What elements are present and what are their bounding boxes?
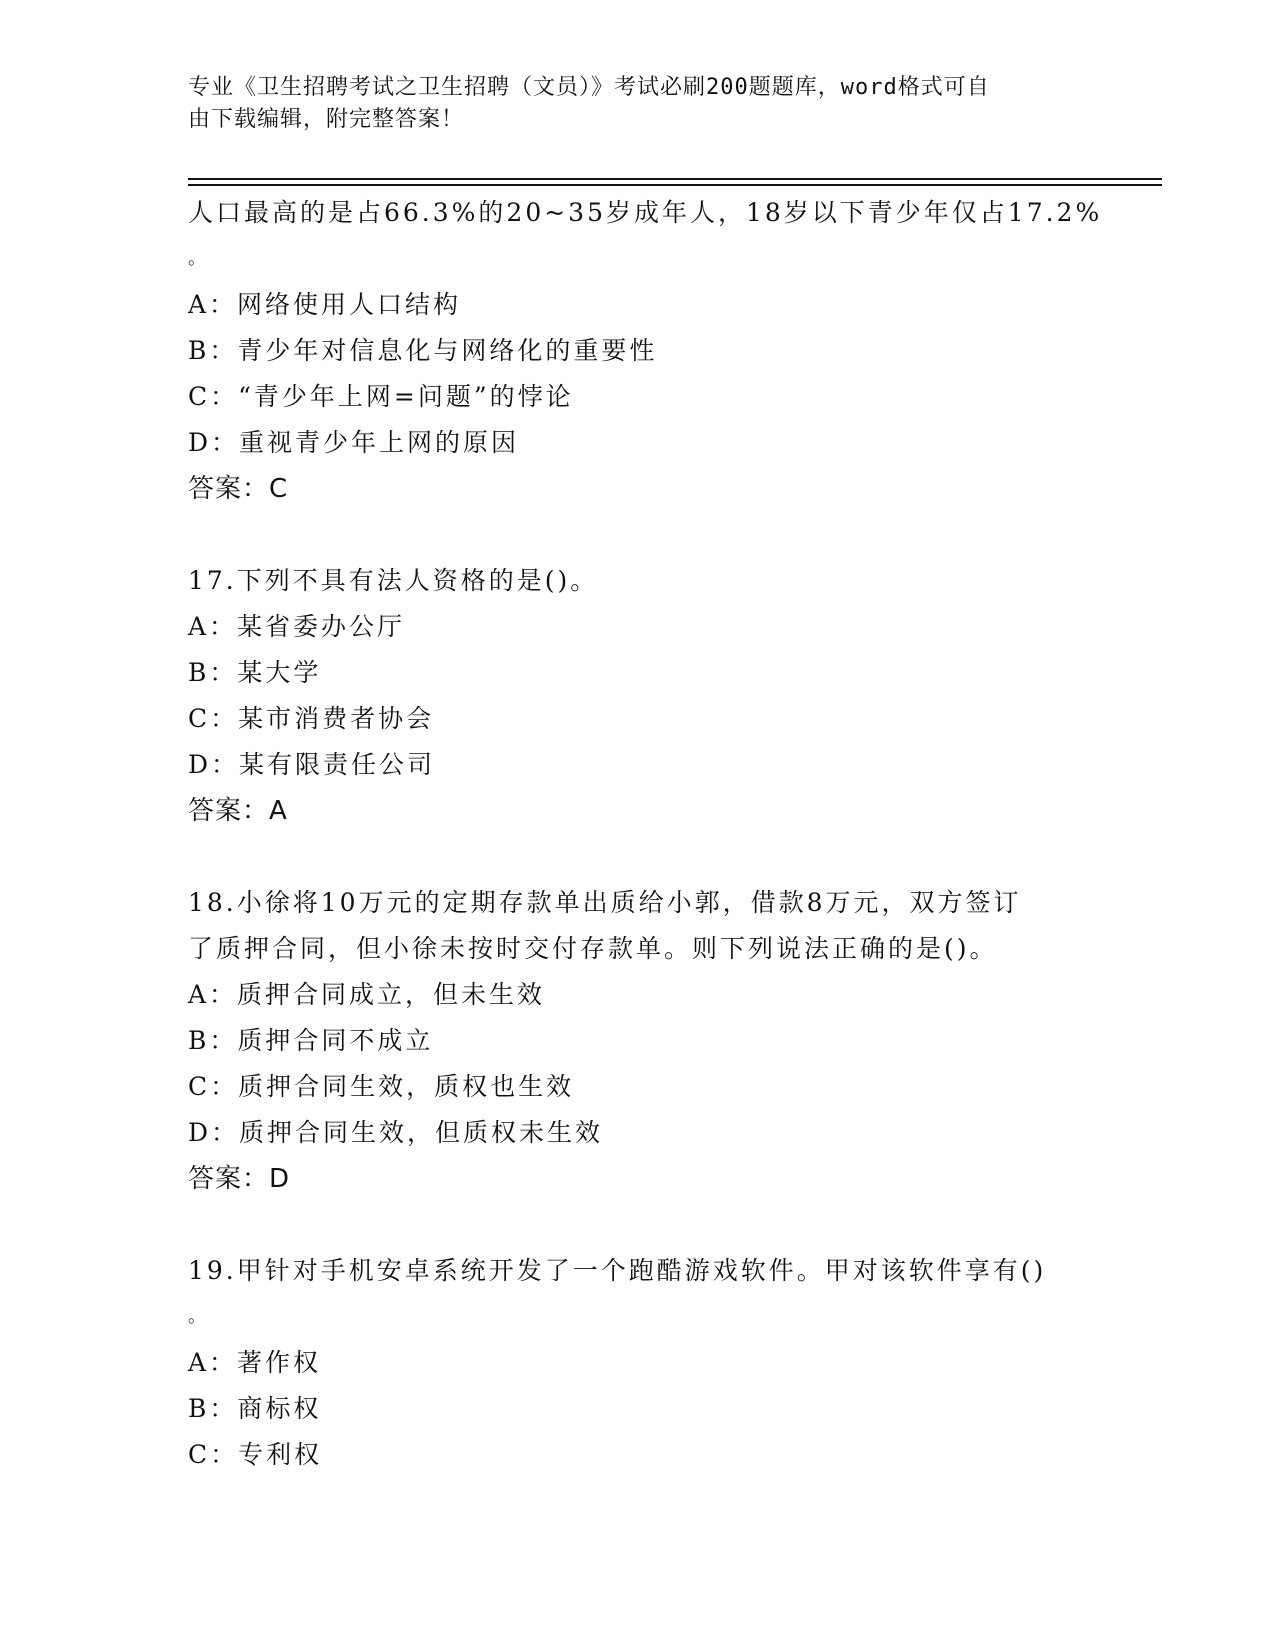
answer: 答案：C	[188, 474, 289, 504]
question-16-tail	[188, 190, 1103, 512]
option-b: B：青少年对信息化与网络化的重要性	[188, 336, 658, 365]
header-divider-bottom	[188, 184, 1162, 186]
question-stem-line-1: 18.小徐将10万元的定期存款单出质给小郭，借款8万元，双方签订	[188, 888, 1022, 917]
question-stem-line-2: 了质押合同，但小徐未按时交付存款单。则下列说法正确的是()。	[188, 934, 998, 963]
question-stem-end: 。	[188, 248, 209, 269]
option-a: A：某省委办公厅	[188, 612, 406, 641]
option-d: D：质押合同生效，但质权未生效	[188, 1118, 604, 1147]
spacer	[188, 1202, 1088, 1248]
spacer	[188, 512, 1088, 558]
question-19	[188, 1248, 1088, 1478]
option-b: B：质押合同不成立	[188, 1026, 434, 1055]
option-a: A：质押合同成立，但未生效	[188, 980, 546, 1009]
option-d: D：重视青少年上网的原因	[188, 428, 520, 457]
option-c: C：某市消费者协会	[188, 704, 435, 733]
option-a: A：网络使用人口结构	[188, 290, 462, 319]
question-list	[188, 190, 1103, 1478]
option-a: A：著作权	[188, 1348, 322, 1377]
option-c: C：质押合同生效，质权也生效	[188, 1072, 575, 1101]
option-d: D：某有限责任公司	[188, 750, 436, 779]
header-line-1: 专业《卫生招聘考试之卫生招聘（文员）》考试必刷200题题库，word格式可自	[188, 75, 990, 100]
option-c: C：专利权	[188, 1440, 323, 1469]
spacer	[188, 834, 1088, 880]
question-18	[188, 880, 1088, 1202]
question-17	[188, 558, 1088, 834]
option-b: B：商标权	[188, 1394, 322, 1423]
header-divider-top	[188, 178, 1162, 180]
answer: 答案：A	[188, 796, 288, 826]
question-stem: 17.下列不具有法人资格的是()。	[188, 566, 599, 595]
option-b: B：某大学	[188, 658, 322, 687]
document-header	[188, 72, 1068, 136]
question-stem: 19.甲针对手机安卓系统开发了一个跑酷游戏软件。甲对该软件享有()	[188, 1256, 1047, 1285]
header-line-2: 由下载编辑，附完整答案！	[188, 107, 465, 132]
answer: 答案：D	[188, 1164, 291, 1194]
option-c: C：“青少年上网=问题”的悖论	[188, 382, 574, 411]
question-stem-end: 。	[188, 1306, 209, 1327]
question-stem: 人口最高的是占66.3%的20~35岁成年人，18岁以下青少年仅占17.2%	[188, 198, 1103, 227]
